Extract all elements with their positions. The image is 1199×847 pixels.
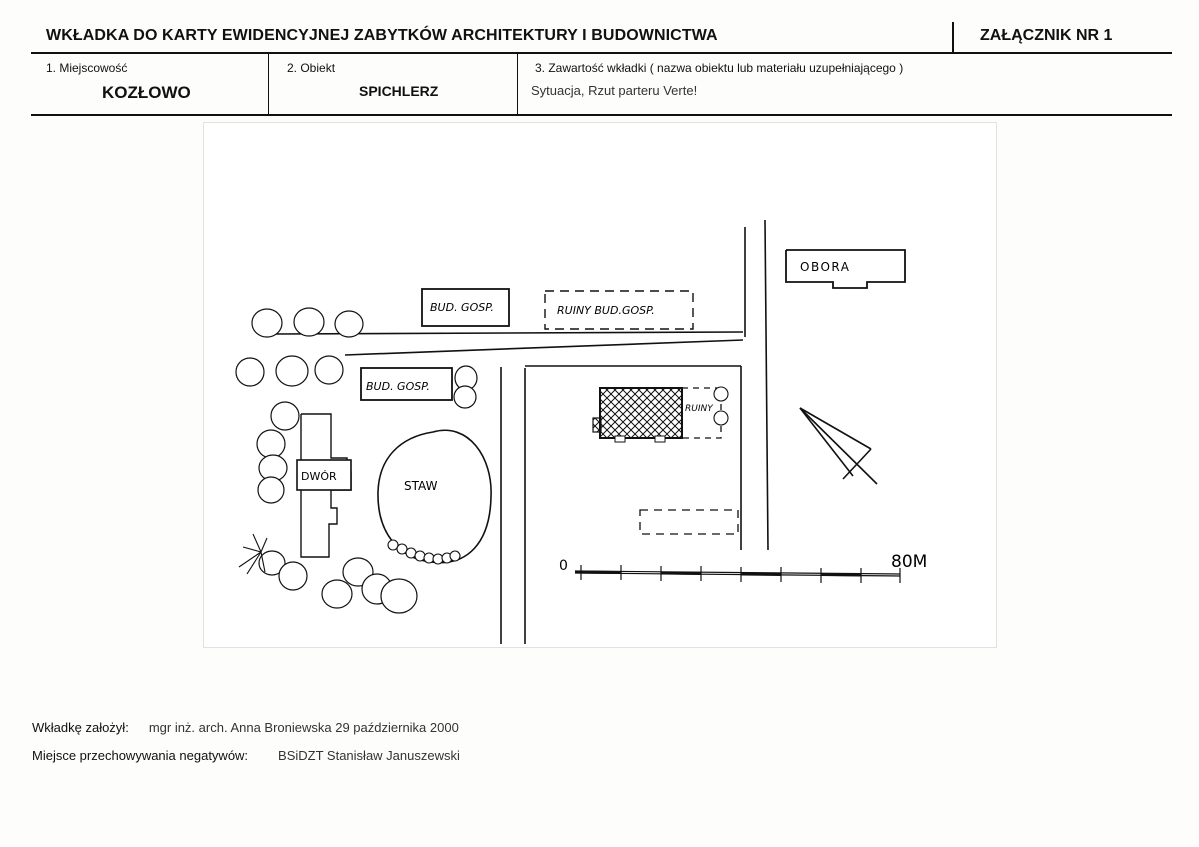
scale-start-label: 0	[559, 558, 568, 574]
plan-sheet	[204, 123, 997, 648]
bud-gosp-top-label: BUD. GOSP.	[430, 301, 494, 314]
bud-gosp-top	[422, 289, 509, 326]
dwor-label: DWÓR	[301, 470, 337, 483]
content-value: Sytuacja, Rzut parteru Verte!	[531, 83, 698, 98]
place-value: KOZŁOWO	[102, 83, 191, 102]
founder-value: mgr inż. arch. Anna Broniewska 29 października 2000	[148, 720, 459, 735]
ruiny-bud-gosp-label: RUINY BUD.GOSP.	[557, 304, 655, 317]
place-label: 1. Miejscowość	[46, 61, 128, 75]
header-bottom-rule	[31, 114, 1172, 116]
field-divider-1	[268, 53, 269, 115]
founder-row	[32, 720, 459, 735]
site-plan-drawing	[203, 122, 997, 648]
field-divider-2	[517, 53, 518, 115]
founder-label: Wkładkę założył:	[32, 720, 129, 735]
bud-gosp-mid	[361, 368, 452, 400]
scale-end-label: 80M	[891, 552, 928, 572]
negatives-value: BSiDZT Stanisław Januszewski	[278, 748, 460, 763]
object-label: 2. Obiekt	[287, 61, 336, 75]
negatives-row	[32, 748, 460, 763]
obora-building	[786, 250, 905, 288]
site-plan	[203, 122, 997, 648]
header-divider-annex	[952, 22, 954, 54]
staw-pond	[378, 430, 491, 564]
content-label: 3. Zawartość wkładki ( nazwa obiektu lub materiału uzupełniającego )	[535, 61, 904, 75]
ruiny-label: RUINY	[685, 404, 713, 414]
object-value: SPICHLERZ	[359, 83, 439, 99]
obora-label: OBORA	[800, 260, 851, 274]
bud-gosp-mid-label: BUD. GOSP.	[366, 380, 430, 393]
negatives-label: Miejsce przechowywania negatywów:	[32, 748, 249, 763]
staw-label: STAW	[404, 479, 438, 493]
annex-label: ZAŁĄCZNIK NR 1	[980, 27, 1113, 44]
document-title: WKŁADKA DO KARTY EWIDENCYJNEJ ZABYTKÓW ARCHITEKTURY I BUDOWNICTWA	[46, 27, 718, 44]
header-top-rule	[31, 52, 1172, 54]
